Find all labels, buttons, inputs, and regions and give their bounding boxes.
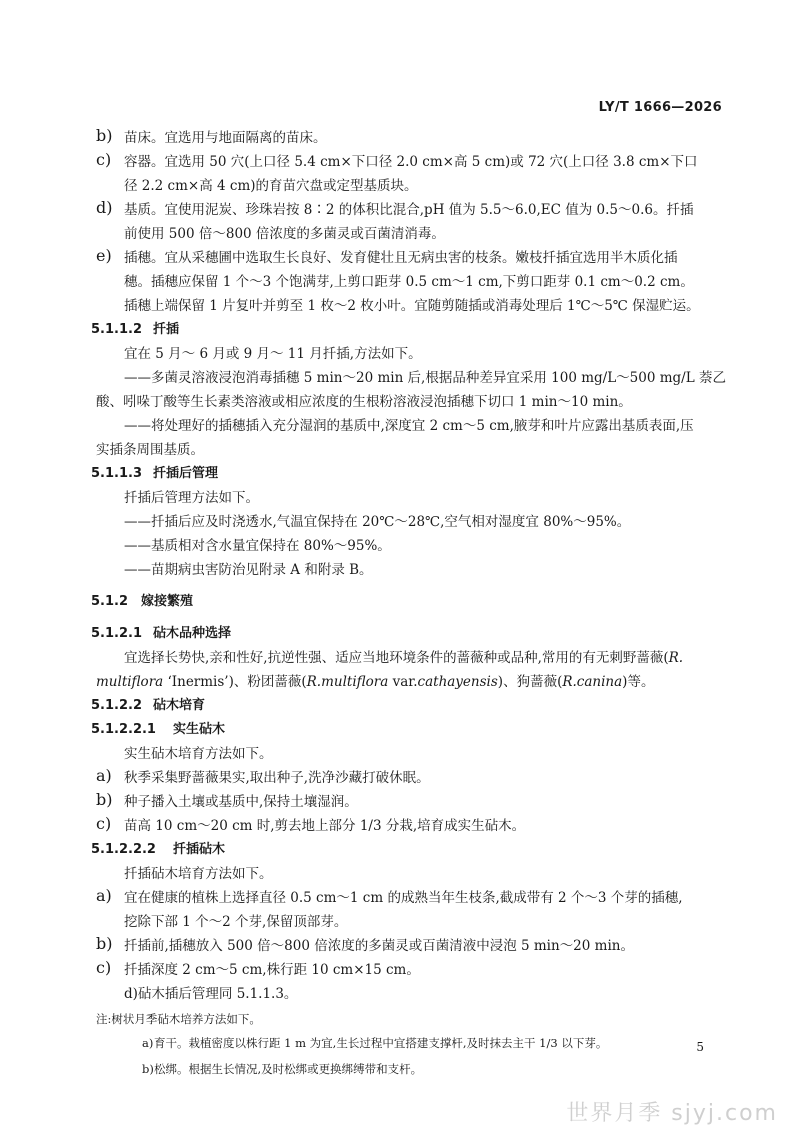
list-marker: c) (96, 814, 112, 833)
list-item (96, 814, 726, 838)
heading-5-1-2-2-2 (91, 838, 726, 862)
heading-number: 5.1.2 (91, 594, 129, 609)
document-body (91, 126, 726, 1082)
paragraph-line: 宜在 5 月～ 6 月或 9 月～ 11 月扦插,方法如下。 (124, 346, 422, 362)
list-marker: a) (96, 766, 112, 785)
heading-number: 5.1.1.3 (91, 466, 142, 481)
watermark: 世界月季 sjyj.com (566, 1101, 778, 1126)
list-item (96, 790, 726, 814)
dash-item-line: ——将处理好的插穗插入充分湿润的基质中,深度宜 2 cm～5 cm,腋芽和叶片应露出基质表面,压 (124, 418, 694, 434)
dash-item-line: 酸、吲哚丁酸等生长素类溶液或相应浓度的生根粉溶液浸泡插穗下切口 1 min～10 min。 (96, 394, 632, 410)
list-marker: b) (96, 126, 113, 145)
paragraph-line: 种子播入土壤或基质中,保持土壤湿润。 (124, 794, 358, 810)
paragraph-line: d)砧木插后管理同 5.1.1.3。 (124, 986, 298, 1002)
list-marker: c) (96, 150, 112, 169)
list-marker: b) (96, 790, 113, 809)
list-item-cuttings (96, 246, 726, 318)
note-item (96, 1030, 726, 1056)
paragraph-line: 宜选择长势快,亲和性好,抗逆性强、适应当地环境条件的蔷薇种或品种,常用的有无刺野蔷薇(R. (124, 650, 684, 666)
paragraph-line: 宜在健康的植株上选择直径 0.5 cm～1 cm 的成熟当年生枝条,截成带有 2 个～3 个芽的插穗, (124, 890, 683, 906)
paragraph-line: 穗。插穗应保留 1 个～3 个饱满芽,上剪口距芽 0.5 cm～1 cm,下剪口距芽 0.1 cm～0.2 cm。 (124, 274, 694, 290)
note-item (96, 1056, 726, 1082)
list-marker: b) (142, 1062, 154, 1076)
page-number: 5 (696, 1040, 704, 1054)
note-title: 注:树状月季砧木培养方法如下。 (96, 1012, 261, 1026)
heading-title: 扦插砧木 (173, 842, 226, 857)
dash-item-line: ——苗期病虫害防治见附录 A 和附录 B。 (124, 562, 373, 578)
list-item-substrate (96, 198, 726, 246)
heading-number: 5.1.2.2.2 (91, 842, 156, 857)
paragraph-line: 径 2.2 cm×高 4 cm)的育苗穴盘或定型基质块。 (124, 178, 418, 194)
paragraph-line: 前使用 500 倍～800 倍浓度的多菌灵或百菌清消毒。 (124, 226, 445, 242)
heading-5-1-1-3 (91, 462, 726, 486)
heading-5-1-2 (91, 590, 726, 614)
list-item (96, 958, 726, 982)
heading-5-1-1-2 (91, 318, 726, 342)
paragraph-line: 扦插前,插穗放入 500 倍～800 倍浓度的多菌灵或百菌清液中浸泡 5 min～20 min。 (124, 938, 634, 954)
list-marker: e) (96, 246, 112, 265)
heading-title: 扦插后管理 (153, 466, 219, 481)
paragraph-line: 扦插砧木培育方法如下。 (124, 866, 273, 882)
paragraph-line: 容器。宜选用 50 穴(上口径 5.4 cm×下口径 2.0 cm×高 5 cm)或 72 穴(上口径 3.8 cm×下口 (124, 154, 698, 170)
dash-item-line: ——多菌灵溶液浸泡消毒插穗 5 min～20 min 后,根据品种差异宜采用 100 mg/L～500 mg/L 萘乙 (124, 370, 726, 386)
paragraph-line: 实生砧木培育方法如下。 (124, 746, 273, 762)
heading-title: 砧木品种选择 (153, 626, 232, 641)
list-item-container (96, 150, 726, 198)
list-item (96, 766, 726, 790)
heading-title: 嫁接繁殖 (141, 594, 194, 609)
paragraph-line: 插穗上端保留 1 片复叶并剪至 1 枚～2 枚小叶。宜随剪随插或消毒处理后 1℃～5℃ 保湿贮运。 (124, 298, 700, 314)
heading-number: 5.1.2.2.1 (91, 722, 156, 737)
heading-number: 5.1.2.1 (91, 626, 142, 641)
heading-number: 5.1.2.2 (91, 698, 142, 713)
paragraph-line: 苗床。宜选用与地面隔离的苗床。 (124, 130, 327, 146)
dash-item-line: ——扦插后应及时浇透水,气温宜保持在 20℃～28℃,空气相对湿度宜 80%～95%。 (124, 514, 631, 530)
list-item (96, 886, 726, 934)
heading-5-1-2-2-1 (91, 718, 726, 742)
dash-item-line: ——基质相对含水量宜保持在 80%～95%。 (124, 538, 391, 554)
list-marker: c) (96, 958, 112, 977)
paragraph-line: 扦插后管理方法如下。 (124, 490, 259, 506)
note-text: 育干。栽植密度以株行距 1 m 为宜,生长过程中宜搭建支撑杆,及时抹去主干 1/3 以下芽。 (154, 1036, 608, 1050)
list-item (96, 934, 726, 958)
paragraph-line: multiflora ‘Inermis’)、粉团蔷薇(R.multiflora var.cathayensis)、狗蔷薇(R.canina)等。 (96, 674, 655, 690)
note-text: 松绑。根据生长情况,及时松绑或更换绑缚带和支杆。 (154, 1062, 423, 1076)
heading-5-1-2-2 (91, 694, 726, 718)
standard-code: LY/T 1666—2026 (598, 100, 722, 115)
paragraph-line: 苗高 10 cm～20 cm 时,剪去地上部分 1/3 分栽,培育成实生砧木。 (124, 818, 526, 834)
paragraph-line: 挖除下部 1 个～2 个芽,保留顶部芽。 (124, 914, 348, 930)
list-item-seedbed (96, 126, 726, 150)
heading-number: 5.1.1.2 (91, 322, 142, 337)
list-marker: a) (96, 886, 112, 905)
paragraph-line: 插穗。宜从采穗圃中选取生长良好、发育健壮且无病虫害的枝条。嫩枝扦插宜选用半木质化插 (124, 250, 678, 266)
dash-item-line: 实插条周围基质。 (96, 442, 204, 458)
heading-title: 实生砧木 (173, 722, 226, 737)
list-marker: b) (96, 934, 113, 953)
heading-title: 扦插 (153, 322, 180, 337)
list-marker: d) (96, 198, 113, 217)
heading-5-1-2-1 (91, 622, 726, 646)
heading-title: 砧木培育 (153, 698, 206, 713)
paragraph-line: 扦插深度 2 cm～5 cm,株行距 10 cm×15 cm。 (124, 962, 420, 978)
paragraph-line: 基质。宜使用泥炭、珍珠岩按 8∶2 的体积比混合,pH 值为 5.5～6.0,EC 值为 0.5～0.6。扦插 (124, 202, 694, 218)
list-marker: a) (142, 1036, 154, 1050)
paragraph-line: 秋季采集野蔷薇果实,取出种子,洗净沙藏打破休眠。 (124, 770, 430, 786)
